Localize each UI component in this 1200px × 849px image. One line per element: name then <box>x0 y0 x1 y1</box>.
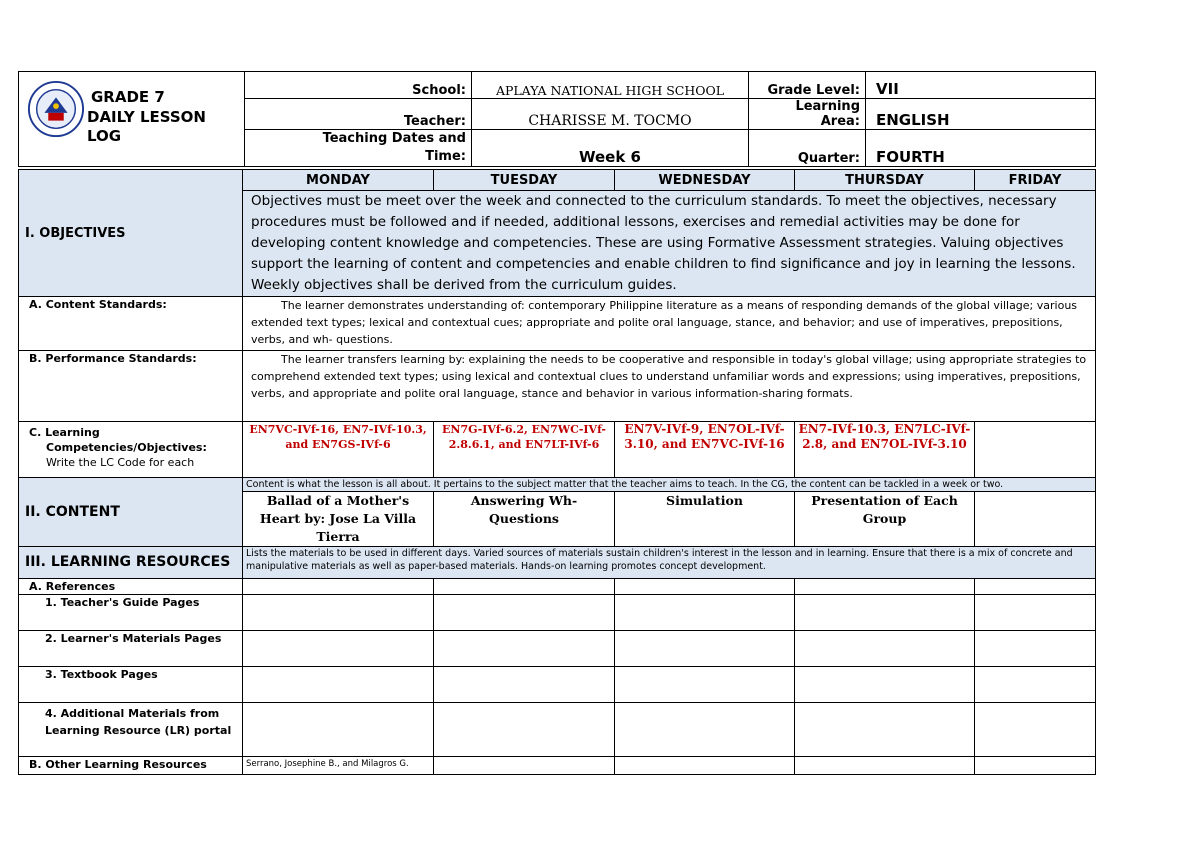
other-resources-wednesday <box>615 757 795 775</box>
dates-label <box>245 130 472 167</box>
grade-level-value: VII <box>866 72 1096 99</box>
header-table <box>18 71 1096 167</box>
competencies-label-line1: C. Learning <box>29 426 100 439</box>
references-tuesday <box>434 579 615 595</box>
other-resources-thursday <box>795 757 975 775</box>
textbook-pages-wednesday <box>615 667 795 703</box>
content-label: II. CONTENT <box>19 478 243 547</box>
tg-pages-friday <box>975 595 1096 631</box>
day-friday: FRIDAY <box>975 170 1096 191</box>
competencies-label-line3: Write the LC Code for each <box>46 456 195 469</box>
grade-title: GRADE 7 <box>91 88 165 106</box>
tg-pages-tuesday <box>434 595 615 631</box>
quarter-label: Quarter: <box>749 130 866 167</box>
content-tuesday: Answering Wh- Questions <box>434 492 615 547</box>
lm-pages-label: 2. Learner's Materials Pages <box>19 631 243 667</box>
dates-value: Week 6 <box>472 130 749 167</box>
tg-pages-wednesday <box>615 595 795 631</box>
textbook-pages-thursday <box>795 667 975 703</box>
textbook-pages-monday <box>243 667 434 703</box>
additional-materials-thursday <box>795 703 975 757</box>
content-standards-text <box>243 297 1096 351</box>
teacher-label: Teacher: <box>245 99 472 130</box>
lm-pages-thursday <box>795 631 975 667</box>
objectives-label: I. OBJECTIVES <box>19 170 243 297</box>
learning-area-label: Learning Area: <box>749 99 866 130</box>
references-friday <box>975 579 1096 595</box>
performance-standards-body: The learner transfers learning by: explaining the needs to be cooperative and responsible in today's global village; using appropriate strategies to comprehend extended text types; using lexical and contextual clues to understand unfamiliar words and expressions; using imperatives, prepositions, verbs, and appropriate and polite oral language, stance and behavior in various information-sharing formats. <box>251 353 1087 400</box>
content-friday <box>975 492 1096 547</box>
school-label: School: <box>245 72 472 99</box>
day-wednesday: WEDNESDAY <box>615 170 795 191</box>
day-tuesday: TUESDAY <box>434 170 615 191</box>
logo-cell <box>19 72 245 167</box>
lc-code-tuesday: EN7G-IVf-6.2, EN7WC-IVf-2.8.6.1, and EN7LT-IVf-6 <box>434 422 615 478</box>
competencies-label <box>19 422 243 478</box>
other-resources-monday: Serrano, Josephine B., and Milagros G. <box>243 757 434 775</box>
content-note: Content is what the lesson is all about. It pertains to the subject matter that the teacher aims to teach. In the CG, the content can be tackled in a week or two. <box>243 478 1096 492</box>
content-monday: Ballad of a Mother's Heart by: Jose La Villa Tierra <box>243 492 434 547</box>
resources-label: III. LEARNING RESOURCES <box>19 547 243 579</box>
dates-label-line1: Teaching Dates and <box>322 131 466 146</box>
additional-materials-wednesday <box>615 703 795 757</box>
log-title: DAILY LESSON LOG <box>87 108 206 145</box>
other-resources-friday <box>975 757 1096 775</box>
tg-pages-thursday <box>795 595 975 631</box>
references-monday <box>243 579 434 595</box>
lm-pages-friday <box>975 631 1096 667</box>
objectives-text: Objectives must be meet over the week and connected to the curriculum standards. To meet the objectives, necessary procedures must be followed and if needed, additional lessons, exercises and remedial activities may be done for developing content knowledge and competencies. These are using Formative Assessment strategies. Valuing objectives support the learning of content and competencies and enable children to find significance and joy in learning the lessons. Weekly objectives shall be derived from the curriculum guides. <box>243 191 1096 297</box>
additional-materials-monday <box>243 703 434 757</box>
references-thursday <box>795 579 975 595</box>
textbook-pages-label: 3. Textbook Pages <box>19 667 243 703</box>
tg-pages-label: 1. Teacher's Guide Pages <box>19 595 243 631</box>
quarter-value: FOURTH <box>866 130 1096 167</box>
lc-code-monday: EN7VC-IVf-16, EN7-IVf-10.3, and EN7GS-IVf-6 <box>243 422 434 478</box>
textbook-pages-friday <box>975 667 1096 703</box>
competencies-label-line2: Competencies/Objectives: <box>46 441 207 454</box>
content-thursday: Presentation of Each Group <box>795 492 975 547</box>
tg-pages-monday <box>243 595 434 631</box>
additional-materials-label: 4. Additional Materials from Learning Resource (LR) portal <box>19 703 243 757</box>
lm-pages-tuesday <box>434 631 615 667</box>
lm-pages-wednesday <box>615 631 795 667</box>
references-wednesday <box>615 579 795 595</box>
other-resources-tuesday <box>434 757 615 775</box>
references-label: A. References <box>19 579 243 595</box>
deped-seal-icon <box>27 80 85 138</box>
content-wednesday: Simulation <box>615 492 795 547</box>
performance-standards-text <box>243 351 1096 422</box>
dates-label-line2: Time: <box>425 149 466 164</box>
content-standards-label: A. Content Standards: <box>19 297 243 351</box>
resources-note: Lists the materials to be used in different days. Varied sources of materials sustain children's interest in the lesson and in learning. Ensure that there is a mix of concrete and manipulative materials as well as paper-based materials. Hands-on learning promotes concept development. <box>243 547 1096 579</box>
performance-standards-label: B. Performance Standards: <box>19 351 243 422</box>
lesson-log-table <box>18 169 1096 775</box>
school-value: APLAYA NATIONAL HIGH SCHOOL <box>472 72 749 99</box>
day-monday: MONDAY <box>243 170 434 191</box>
learning-area-value: ENGLISH <box>866 99 1096 130</box>
lc-code-wednesday: EN7V-IVf-9, EN7OL-IVf-3.10, and EN7VC-IVf-16 <box>615 422 795 478</box>
lm-pages-monday <box>243 631 434 667</box>
additional-materials-tuesday <box>434 703 615 757</box>
day-thursday: THURSDAY <box>795 170 975 191</box>
teacher-value: CHARISSE M. TOCMO <box>472 99 749 130</box>
textbook-pages-tuesday <box>434 667 615 703</box>
lc-code-friday <box>975 422 1096 478</box>
additional-materials-friday <box>975 703 1096 757</box>
grade-level-label: Grade Level: <box>749 72 866 99</box>
other-resources-label: B. Other Learning Resources <box>19 757 243 775</box>
content-standards-body: The learner demonstrates understanding of: contemporary Philippine literature as a means of responding demands of the global village; various extended text types; lexical and contextual cues; appropriate and polite oral language, stance, and behavior; and use of imperatives, prepositions, verbs, and wh- questions. <box>251 299 1078 346</box>
lc-code-thursday: EN7-IVf-10.3, EN7LC-IVf-2.8, and EN7OL-IVf-3.10 <box>795 422 975 478</box>
